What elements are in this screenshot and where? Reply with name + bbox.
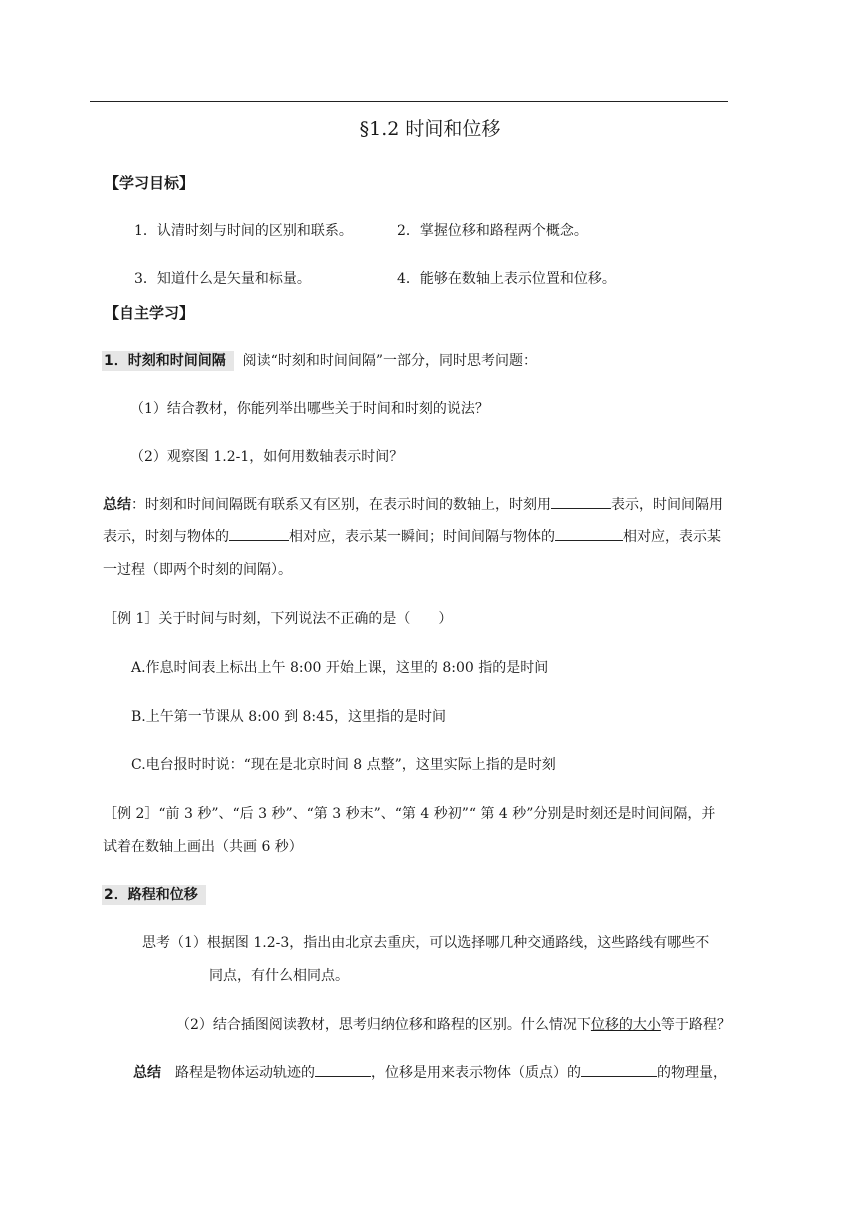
fill-blank[interactable] bbox=[555, 527, 623, 541]
summary2-line: 总结 路程是物体运动轨迹的 ，位移是用来表示物体（质点）的 的物理量， bbox=[133, 1065, 727, 1081]
part1-question-2: （2）观察图 1.2-1，如何用数轴表示时间？ bbox=[130, 449, 404, 465]
objective-item-2: 2．掌握位移和路程两个概念。 bbox=[397, 223, 588, 239]
part2-line bbox=[102, 884, 206, 904]
part1-line bbox=[102, 350, 537, 370]
summary1-line3: 一过程（即两个时刻的间隔）。 bbox=[103, 562, 292, 578]
think2-line: （2）结合插图阅读教材，思考归纳位移和路程的区别。什么情况下位移的大小等于路程？ bbox=[176, 1017, 731, 1033]
objectives-heading: 【学习目标】 bbox=[104, 174, 195, 192]
page-title: §1.2 时间和位移 bbox=[359, 118, 501, 140]
example1-option-a: A.作息时间表上标出上午 8:00 开始上课，这里的 8:00 指的是时间 bbox=[131, 660, 549, 676]
summary1-label: 总结 bbox=[103, 497, 131, 513]
fill-blank[interactable] bbox=[315, 1063, 371, 1077]
objective-item-4: 4．能够在数轴上表示位置和位移。 bbox=[397, 271, 616, 287]
self-study-heading: 【自主学习】 bbox=[104, 304, 195, 322]
summary1-line2: 表示，时刻与物体的 相对应，表示某一瞬间；时间间隔与物体的 相对应，表示某 bbox=[103, 529, 721, 545]
example1-option-b: B.上午第一节课从 8:00 到 8:45，这里指的是时间 bbox=[131, 709, 446, 725]
part1-question-1: （1）结合教材，你能列举出哪些关于时间和时刻的说法？ bbox=[130, 401, 489, 417]
example2-line1: ［例 2］“前 3 秒”、“后 3 秒”、“第 3 秒末”、“第 4 秒初”“ 第 4 秒”分别是时刻还是时间间隔，并 bbox=[103, 806, 716, 822]
think1-line1: 思考（1）根据图 1.2-3，指出由北京去重庆，可以选择哪几种交通路线，这些路线有哪些不 bbox=[142, 935, 710, 951]
fill-blank[interactable] bbox=[229, 527, 289, 541]
underlined-phrase: 位移的大小 bbox=[590, 1017, 661, 1033]
objective-item-1: 1．认清时刻与时间的区别和联系。 bbox=[134, 223, 353, 239]
part1-label: 1．时刻和时间间隔 bbox=[102, 351, 234, 371]
think1-line2: 同点，有什么相同点。 bbox=[209, 968, 349, 984]
part1-intro: 阅读“时刻和时间间隔”一部分，同时思考问题： bbox=[242, 353, 537, 369]
example1-stem: ［例 1］关于时间与时刻，下列说法不正确的是（ ） bbox=[103, 611, 453, 627]
summary2-label: 总结 bbox=[133, 1065, 161, 1081]
header-rule bbox=[90, 101, 728, 102]
fill-blank[interactable] bbox=[551, 495, 611, 509]
fill-blank[interactable] bbox=[581, 1063, 657, 1077]
part2-label: 2．路程和位移 bbox=[102, 885, 206, 905]
summary1-line1: 总结：时刻和时间间隔既有联系又有区别，在表示时间的数轴上，时刻用 表示，时间间隔用 bbox=[103, 497, 723, 513]
objective-item-3: 3．知道什么是矢量和标量。 bbox=[134, 271, 311, 287]
example1-option-c: C.电台报时时说：“现在是北京时间 8 点整”，这里实际上指的是时刻 bbox=[131, 757, 556, 773]
example2-line2: 试着在数轴上画出（共画 6 秒） bbox=[103, 839, 303, 855]
